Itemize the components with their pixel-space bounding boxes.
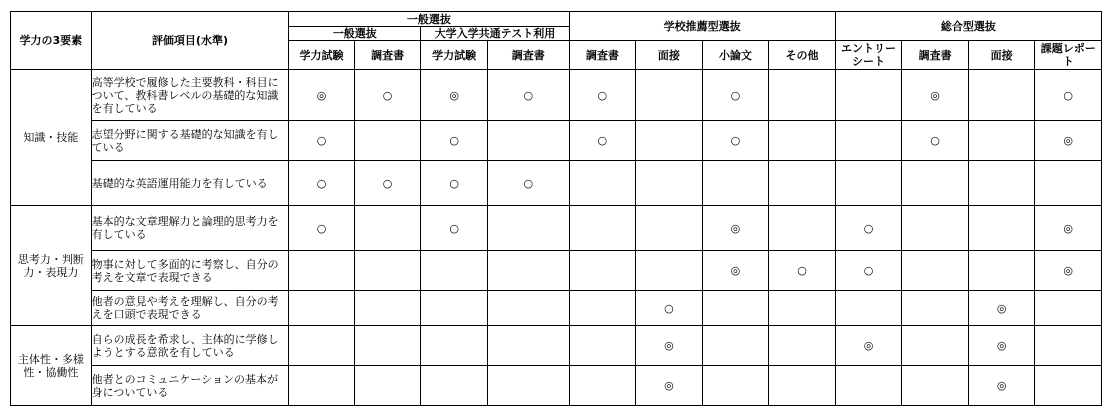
mark-cell [769, 291, 836, 326]
element-cell: 思考力・判断力・表現力 [11, 206, 92, 326]
mark-cell: ○ [636, 291, 703, 326]
mark-cell: ◎ [968, 366, 1035, 406]
mark-cell: ○ [835, 206, 902, 251]
mark-cell [702, 366, 769, 406]
mark-cell [902, 291, 969, 326]
mark-cell [968, 121, 1035, 161]
mark-cell [289, 366, 355, 406]
element-cell: 知識・技能 [11, 70, 92, 206]
mark-cell [421, 291, 488, 326]
criteria-cell: 物事に対して多面的に考察し、自分の考えを文章で表現できる [91, 251, 289, 291]
criteria-cell: 他者の意見や考えを理解し、自分の考えを口頭で表現できる [91, 291, 289, 326]
mark-cell [968, 161, 1035, 206]
mark-cell [421, 366, 488, 406]
header-suisen: 学校推薦型選抜 [569, 12, 835, 41]
mark-cell: ○ [421, 206, 488, 251]
mark-cell: ○ [487, 161, 569, 206]
mark-cell [968, 70, 1035, 121]
mark-cell: ○ [289, 121, 355, 161]
mark-cell [487, 206, 569, 251]
mark-cell: ○ [835, 251, 902, 291]
mark-cell [289, 251, 355, 291]
mark-cell [835, 161, 902, 206]
header-col-5: 面接 [636, 41, 703, 70]
mark-cell [902, 251, 969, 291]
mark-cell [569, 291, 636, 326]
mark-cell [421, 326, 488, 366]
mark-cell: ○ [769, 251, 836, 291]
mark-cell [487, 121, 569, 161]
header-col-6: 小論文 [702, 41, 769, 70]
mark-cell [769, 366, 836, 406]
mark-cell [636, 161, 703, 206]
mark-cell: ◎ [636, 366, 703, 406]
table-row [11, 291, 1102, 326]
header-ippan: 一般選抜 [289, 12, 569, 27]
criteria-cell: 志望分野に関する基礎的な知識を有している [91, 121, 289, 161]
mark-cell [769, 161, 836, 206]
mark-cell [1035, 161, 1102, 206]
mark-cell [769, 70, 836, 121]
mark-cell [902, 326, 969, 366]
mark-cell [636, 121, 703, 161]
header-sogo: 総合型選抜 [835, 12, 1101, 41]
table-row [11, 70, 1102, 121]
mark-cell: ○ [702, 121, 769, 161]
header-col-8: エントリーシート [835, 41, 902, 70]
header-col-10: 面接 [968, 41, 1035, 70]
mark-cell: ◎ [702, 251, 769, 291]
mark-cell [354, 366, 421, 406]
header-col-2: 学力試験 [421, 41, 488, 70]
criteria-cell: 基本的な文章理解力と論理的思考力を有している [91, 206, 289, 251]
mark-cell [835, 366, 902, 406]
mark-cell: ○ [421, 121, 488, 161]
mark-cell: ◎ [289, 70, 355, 121]
header-criteria: 評価項目(水準) [91, 12, 289, 70]
mark-cell [569, 326, 636, 366]
mark-cell: ◎ [636, 326, 703, 366]
mark-cell [354, 251, 421, 291]
mark-cell: ○ [354, 161, 421, 206]
criteria-cell: 基礎的な英語運用能力を有している [91, 161, 289, 206]
mark-cell [487, 326, 569, 366]
mark-cell: ○ [1035, 70, 1102, 121]
mark-cell: ◎ [968, 326, 1035, 366]
mark-cell: ○ [702, 70, 769, 121]
mark-cell [769, 326, 836, 366]
header-col-3: 調査書 [487, 41, 569, 70]
mark-cell: ◎ [1035, 206, 1102, 251]
header-col-0: 学力試験 [289, 41, 355, 70]
header-ippan-sub1: 一般選抜 [289, 27, 421, 41]
mark-cell [769, 206, 836, 251]
mark-cell [902, 366, 969, 406]
mark-cell [569, 366, 636, 406]
mark-cell [1035, 366, 1102, 406]
mark-cell: ○ [289, 206, 355, 251]
mark-cell [354, 326, 421, 366]
mark-cell: ◎ [1035, 251, 1102, 291]
mark-cell [354, 206, 421, 251]
mark-cell [569, 206, 636, 251]
mark-cell: ◎ [702, 206, 769, 251]
table-row [11, 121, 1102, 161]
mark-cell: ○ [354, 70, 421, 121]
mark-cell [1035, 326, 1102, 366]
table-row [11, 161, 1102, 206]
mark-cell [702, 326, 769, 366]
header-col-9: 調査書 [902, 41, 969, 70]
criteria-cell: 高等学校で履修した主要教科・科目について、教科書レベルの基礎的な知識を有している [91, 70, 289, 121]
mark-cell: ○ [902, 121, 969, 161]
header-ippan-sub2: 大学入学共通テスト利用 [421, 27, 569, 41]
mark-cell [487, 291, 569, 326]
table-row [11, 206, 1102, 251]
evaluation-table [10, 11, 1102, 406]
table-row [11, 366, 1102, 406]
mark-cell: ○ [569, 121, 636, 161]
mark-cell: ◎ [835, 326, 902, 366]
mark-cell [1035, 291, 1102, 326]
mark-cell [354, 291, 421, 326]
mark-cell [835, 121, 902, 161]
mark-cell [569, 161, 636, 206]
mark-cell [636, 206, 703, 251]
element-cell: 主体性・多様性・協働性 [11, 326, 92, 406]
mark-cell: ◎ [421, 70, 488, 121]
mark-cell [421, 251, 488, 291]
mark-cell: ○ [289, 161, 355, 206]
mark-cell [835, 291, 902, 326]
mark-cell: ○ [421, 161, 488, 206]
header-element: 学力の3要素 [11, 12, 92, 70]
header-col-7: その他 [769, 41, 836, 70]
mark-cell [835, 70, 902, 121]
table-row [11, 251, 1102, 291]
mark-cell: ○ [487, 70, 569, 121]
criteria-cell: 自らの成長を希求し、主体的に学修しようとする意欲を有している [91, 326, 289, 366]
mark-cell [636, 251, 703, 291]
mark-cell [569, 251, 636, 291]
mark-cell [487, 251, 569, 291]
mark-cell [702, 291, 769, 326]
mark-cell [289, 291, 355, 326]
header-col-11: 課題レポート [1035, 41, 1102, 70]
mark-cell: ◎ [902, 70, 969, 121]
mark-cell [968, 251, 1035, 291]
mark-cell [636, 70, 703, 121]
mark-cell: ○ [569, 70, 636, 121]
criteria-cell: 他者とのコミュニケーションの基本が身についている [91, 366, 289, 406]
mark-cell [702, 161, 769, 206]
mark-cell [487, 366, 569, 406]
header-col-1: 調査書 [354, 41, 421, 70]
mark-cell [968, 206, 1035, 251]
mark-cell [354, 121, 421, 161]
table-row [11, 326, 1102, 366]
mark-cell [902, 206, 969, 251]
mark-cell [289, 326, 355, 366]
mark-cell [769, 121, 836, 161]
mark-cell: ◎ [968, 291, 1035, 326]
mark-cell: ◎ [1035, 121, 1102, 161]
mark-cell [902, 161, 969, 206]
header-col-4: 調査書 [569, 41, 636, 70]
